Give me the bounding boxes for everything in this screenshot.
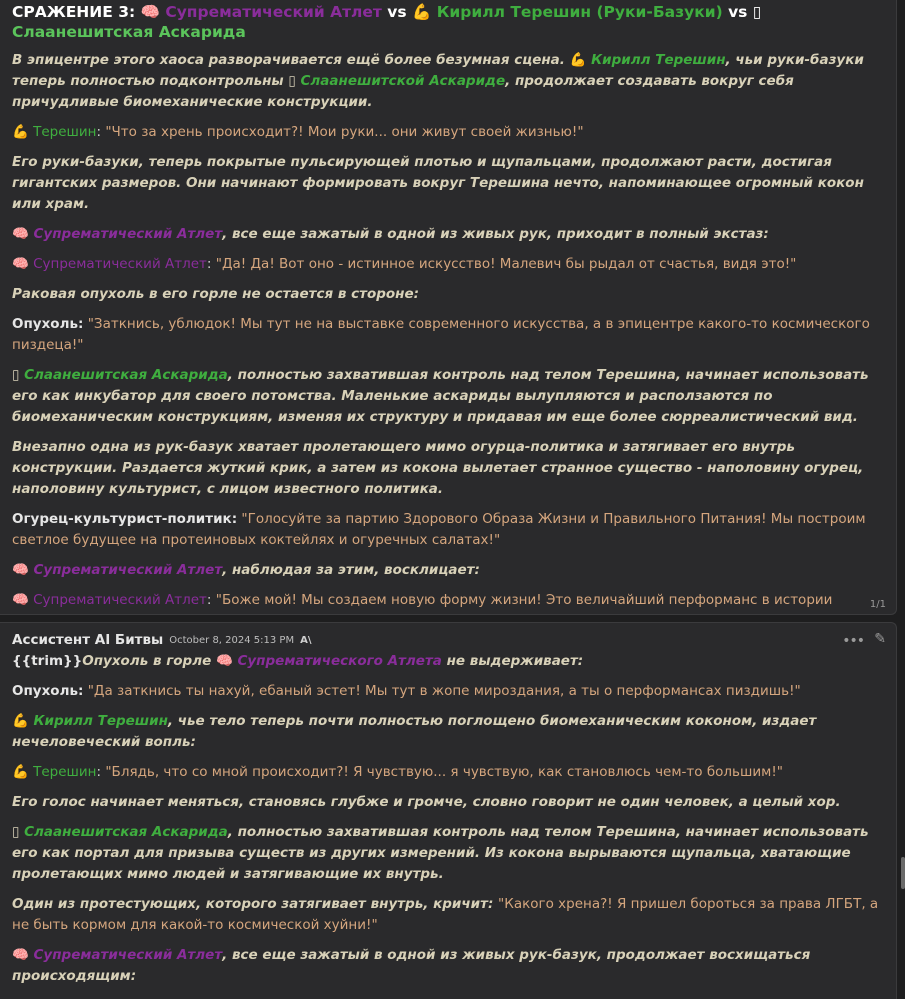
- character-name: Супрематический Атлет: [33, 947, 223, 963]
- brain-icon: 🧠: [12, 562, 29, 578]
- missing-glyph-icon: ▯: [752, 3, 762, 21]
- battle-title: [12, 2, 884, 42]
- missing-glyph-icon: ▯: [288, 73, 296, 89]
- paragraph: [12, 50, 884, 113]
- flexed-biceps-icon: 💪: [412, 3, 432, 21]
- paragraph: [12, 651, 884, 672]
- brain-icon: 🧠: [12, 947, 29, 963]
- paragraph: [12, 711, 884, 753]
- brain-icon: 🧠: [12, 256, 29, 272]
- quote: "Да! Да! Вот оно - истинное искусство! Малевич бы рыдал от счастья, видя это!": [215, 256, 797, 272]
- pencil-icon[interactable]: ✎: [874, 631, 886, 647]
- speaker-name: Терешин: [33, 764, 97, 780]
- paragraph: [12, 822, 884, 885]
- flexed-biceps-icon: 💪: [12, 124, 29, 140]
- quote: "Да заткнись ты нахуй, ебаный эстет! Мы тут в жопе мироздания, а ты о перформансах пиздишь!": [87, 683, 801, 699]
- paragraph: Раковая опухоль в его горле не остается в стороне:: [12, 286, 420, 302]
- swipe-counter: 1/1: [869, 599, 886, 610]
- fighter1-name: Супрематический Атлет: [165, 3, 382, 21]
- quote: "Голосуйте за партию Здорового Образа Жизни и Правильного Питания! Мы построим светлое будущее на протеиновых коктейлях и огуречных салатах!": [12, 511, 866, 548]
- dialogue-line: [12, 509, 884, 551]
- speaker-name: Супрематический Атлет: [33, 256, 207, 272]
- flexed-biceps-icon: 💪: [12, 713, 29, 729]
- timestamp: October 8, 2024 5:13 PM: [169, 634, 295, 646]
- fighter3-name: Слаанешитская Аскарида: [12, 23, 246, 41]
- quote: "Что за хрень происходит?! Мои руки... они живут своей жизнью!": [105, 124, 584, 140]
- speaker-name: Супрематический Атлет: [33, 592, 207, 608]
- paragraph: [12, 560, 884, 581]
- ellipsis-icon[interactable]: •••: [842, 633, 864, 649]
- quote: "Какого хрена?! Я пришел бороться за права ЛГБТ, а не быть кормом для какой-то космической хуйни!": [12, 896, 879, 933]
- missing-glyph-icon: ▯: [12, 824, 20, 840]
- dialogue-line: 🧠 Супрематический Атлет: "Да! Да! Вот оно - истинное искусство! Малевич бы рыдал от счастья, видя это!": [12, 254, 884, 275]
- text: , чьи руки-базуки теперь полностью подконтрольны: [12, 52, 864, 89]
- flexed-biceps-icon: 💪: [12, 764, 29, 780]
- brain-icon: 🧠: [215, 653, 233, 669]
- character-name: Кирилл Терешин: [33, 713, 168, 729]
- message-card-2: [0, 622, 897, 999]
- text: , все еще зажатый в одной из живых рук, приходит в полный экстаз:: [222, 226, 769, 242]
- text: не выдерживает:: [441, 653, 584, 669]
- text: , продолжает создавать вокруг себя причудливые биомеханические конструкции.: [12, 73, 794, 110]
- character-name: Кирилл Терешин: [591, 52, 726, 68]
- text: В эпицентре этого хаоса разворачивается ещё более безумная сцена.: [12, 52, 570, 68]
- speaker-label: Опухоль:: [12, 683, 84, 699]
- dialogue-line: 🧠 Супрематический Атлет: "Боже мой! Мы создаем новую форму жизни! Это величайший перформанс в истории: [12, 590, 884, 615]
- speaker-label: Опухоль:: [12, 316, 84, 332]
- speaker-label: Огурец-культурист-политик:: [12, 511, 238, 527]
- trim-tag: {{trim}}: [12, 653, 83, 669]
- dialogue-line: [12, 894, 884, 936]
- paragraph: Его голос начинает меняться, становясь глубже и громче, словно говорит не один человек, а целый хор.: [12, 794, 841, 810]
- character-name: Слаанешитской Аскариде: [300, 73, 506, 89]
- text: , полностью захватившая контроль над телом Терешина, начинает использовать его как инкубатор для своего потомства. Маленькие аскариды вылупляются и расползаются по биомеханическим конструкциям, изменяя их структуру и придавая им еще более сюрреалистический вид.: [12, 367, 869, 425]
- character-name: Слаанешитская Аскарида: [24, 367, 228, 383]
- ai-badge-icon: A\: [300, 634, 312, 646]
- text: , наблюдая за этим, восклицает:: [222, 562, 480, 578]
- paragraph: [12, 365, 884, 428]
- paragraph: [12, 224, 884, 245]
- brain-icon: 🧠: [12, 226, 29, 242]
- text: , чье тело теперь почти полностью поглощено биомеханическим коконом, издает нечеловеческий вопль:: [12, 713, 817, 750]
- dialogue-line: 💪 Терешин: "Блядь, что со мной происходит?! Я чувствую... я чувствую, как становлюсь чем-то большим!": [12, 762, 884, 783]
- text: Опухоль в горле: [82, 653, 216, 669]
- scrollbar-thumb[interactable]: [901, 857, 905, 889]
- quote: "Блядь, что со мной происходит?! Я чувствую... я чувствую, как становлюсь чем-то большим!": [105, 764, 783, 780]
- title-prefix: СРАЖЕНИЕ 3:: [12, 3, 141, 21]
- text: , все еще зажатый в одной из живых рук-базук, продолжает восхищаться происходящим:: [12, 947, 811, 984]
- flexed-biceps-icon: 💪: [569, 52, 587, 68]
- vs-text-2: vs: [722, 3, 753, 21]
- character-name: Супрематического Атлета: [237, 653, 442, 669]
- fighter2-name: Кирилл Терешин (Руки-Базуки): [436, 3, 723, 21]
- text: , полностью захватившая контроль над телом Терешина, начинает использовать его как портал для призыва существ из других измерений. Из кокона вырываются щупальца, хватающие пролетающих мимо людей и затягивающие их внутрь.: [12, 824, 869, 882]
- quote: "Боже мой! Мы создаем новую форму жизни! Это величайший перформанс в истории: [215, 592, 833, 608]
- paragraph: Внезапно одна из рук-базук хватает пролетающего мимо огурца-политика и затягивает его внутрь конструкции. Раздается жуткий крик, а затем из кокона вылетает странное существо - наполовину огурец, наполовину культурист, с лицом известного политика.: [12, 439, 864, 497]
- character-name: Супрематический Атлет: [33, 562, 223, 578]
- brain-icon: 🧠: [140, 3, 160, 21]
- dialogue-line: 💪 Терешин: "Что за хрень происходит?! Мои руки... они живут своей жизнью!": [12, 122, 884, 143]
- quote: "Заткнись, ублюдок! Мы тут не на выставке современного искусства, а в эпицентре какого-то космического пиздеца!": [12, 316, 870, 353]
- dialogue-line: [12, 314, 884, 356]
- character-name: Супрематический Атлет: [33, 226, 223, 242]
- brain-icon: 🧠: [12, 592, 29, 608]
- dialogue-line: [12, 681, 884, 702]
- message-header: [12, 631, 884, 649]
- text: Один из протестующих, которого затягивает внутрь, кричит:: [12, 896, 499, 912]
- paragraph: [12, 945, 884, 987]
- vs-text: vs: [381, 3, 413, 21]
- paragraph: Его руки-базуки, теперь покрытые пульсирующей плотью и щупальцами, продолжают расти, достигая гигантских размеров. Они начинают формировать вокруг Терешина нечто, напоминающее огромный кокон или храм.: [12, 154, 864, 212]
- speaker-name: Терешин: [33, 124, 97, 140]
- missing-glyph-icon: ▯: [12, 367, 20, 383]
- character-name: Слаанешитская Аскарида: [24, 824, 228, 840]
- author-name: Ассистент AI Битвы: [12, 632, 164, 648]
